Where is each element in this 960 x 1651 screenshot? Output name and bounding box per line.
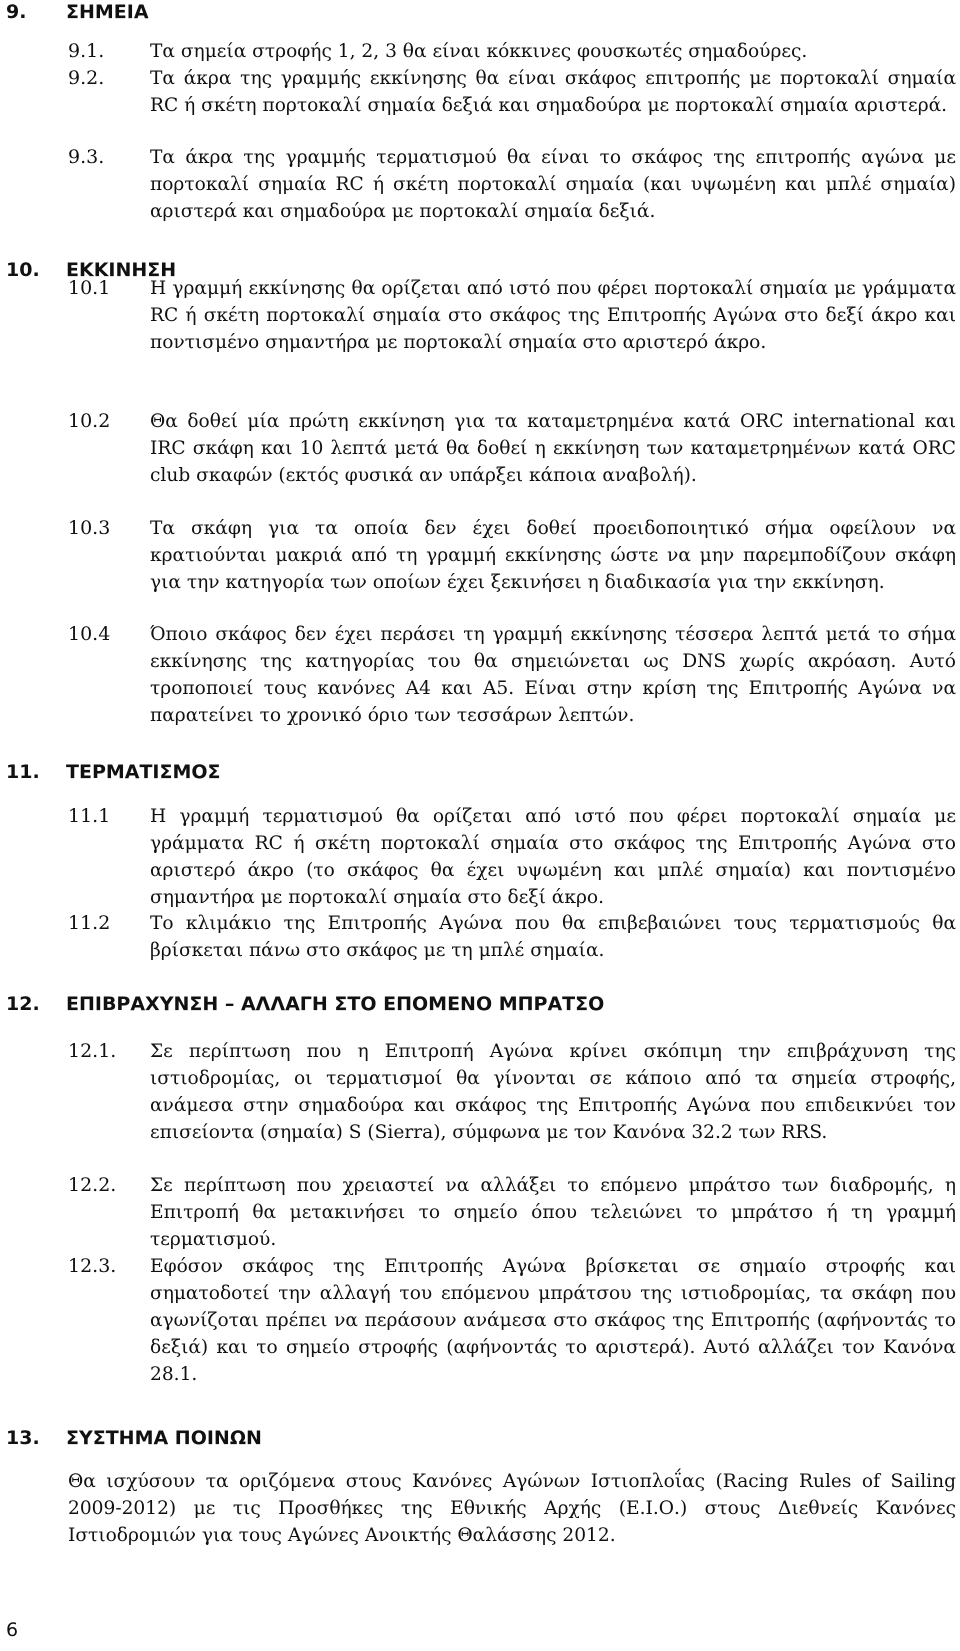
section-heading <box>6 0 149 24</box>
section-title: ΤΕΡΜΑΤΙΣΜΟΣ <box>66 761 221 783</box>
item-text: Σε περίπτωση που χρειαστεί να αλλάξει το επόμενο μπράτσο των διαδρομής, η Επιτροπή θα μετακινήσει το σημείο όπου τελειώνει το μπράτσο ή τη γραμμή τερματισμού. <box>150 1175 956 1250</box>
section-heading <box>6 992 604 1016</box>
item-marker: 10.1 <box>68 277 111 299</box>
item-text: Το κλιμάκιο της Επιτροπής Αγώνα που θα επιβεβαιώνει τους τερματισμούς θα βρίσκεται πάνω στο σκάφος με τη μπλέ σημαία. <box>150 913 956 961</box>
item-marker: 11.2 <box>68 912 111 934</box>
item-text: Θα δοθεί μία πρώτη εκκίνηση για τα καταμετρημένα κατά ORC international και IRC σκάφη και 10 λεπτά μετά θα δοθεί η εκκίνηση των καταμετρημένων κατά ORC club σκαφών (εκτός φυσικά αν υπάρξει κάποια αναβολή). <box>150 411 956 486</box>
section-title: ΣΥΣΤΗΜΑ ΠΟΙΝΩΝ <box>66 1427 262 1449</box>
item-marker: 11.1 <box>68 805 111 827</box>
item-text: Εφόσον σκάφος της Επιτροπής Αγώνα βρίσκεται σε σημαίο στροφής και σηματοδοτεί την αλλαγή του επόμενου μπράτσου της ιστιοδρομίας, τα σκάφη που αγωνίζοται πρέπει να περάσουν ανάμεσα στο σκάφος της Επιτροπής (αφήνοντάς το δεξιά) και το σημείο στροφής (αφήνοντάς το αριστερά). Αυτό αλλάζει τον Κανόνα 28.1. <box>150 1256 956 1385</box>
item-text: Τα σκάφη για τα οποία δεν έχει δοθεί προειδοποιητικό σήμα οφείλουν να κρατιούνται μακριά από τη γραμμή εκκίνησης ώστε να μην παρεμποδίζουν σκάφη για την κατηγορία των οποίων έχει ξεκινήσει η διαδικασία για την εκκίνηση. <box>150 518 956 593</box>
item-text: Τα άκρα της γραμμής εκκίνησης θα είναι σκάφος επιτροπής με πορτοκαλί σημαία RC ή σκέτη πορτοκαλί σημαία δεξιά και σημαδούρα με πορτοκαλί σημαία αριστερά. <box>150 68 956 116</box>
item-marker: 12.2. <box>68 1174 117 1196</box>
item-text: Τα άκρα της γραμμής τερματισμού θα είναι το σκάφος της επιτροπής αγώνα με πορτοκαλί σημαία RC ή σκέτη πορτοκαλί σημαία (και υψωμένη και μπλέ σημαία) αριστερά και σημαδούρα με πορτοκαλί σημαία δεξιά. <box>150 147 956 222</box>
item-marker: 12.1. <box>68 1040 117 1062</box>
section-heading <box>6 1426 262 1450</box>
item-text: Τα σημεία στροφής 1, 2, 3 θα είναι κόκκινες φουσκωτές σημαδούρες. <box>150 41 808 62</box>
section-number: 12. <box>6 993 40 1015</box>
section-title: ΕΠΙΒΡΑΧΥΝΣΗ – ΑΛΛΑΓΗ ΣΤΟ ΕΠΟΜΕΝΟ ΜΠΡΑΤΣΟ <box>66 993 605 1015</box>
section-number: 13. <box>6 1427 40 1449</box>
section-title: ΕΚΚΙΝΗΣΗ <box>66 259 177 281</box>
section-title: ΣΗΜΕΙΑ <box>66 1 149 23</box>
item-text: Όποιο σκάφος δεν έχει περάσει τη γραμμή εκκίνησης τέσσερα λεπτά μετά το σήμα εκκίνησης της κατηγορίας του θα σημειώνεται ως DNS χωρίς ακρόαση. Αυτό τροποποιεί τους κανόνες Α4 και Α5. Είναι στην κρίση της Επιτροπής Αγώνα να παρατείνει το χρονικό όριο των τεσσάρων λεπτών. <box>150 624 956 726</box>
section-number: 9. <box>6 1 27 23</box>
item-marker: 10.2 <box>68 410 111 432</box>
section-number: 11. <box>6 761 40 783</box>
section-heading <box>6 760 221 784</box>
section-paragraph: Θα ισχύσουν τα οριζόμενα στους Κανόνες Αγώνων Ιστιοπλοΐας (Racing Rules of Sailing 2009-2012) με τις Προσθήκες της Εθνικής Αρχής (Ε.Ι.Ο.) στους Διεθνείς Κανόνες Ιστιοδρομιών για τους Αγώνες Ανοικτής Θαλάσσης 2012. <box>68 1471 956 1546</box>
item-marker: 9.3. <box>68 146 105 168</box>
item-marker: 9.2. <box>68 67 105 89</box>
section-number: 10. <box>6 259 40 281</box>
item-marker: 12.3. <box>68 1255 117 1277</box>
item-text: Σε περίπτωση που η Επιτροπή Αγώνα κρίνει σκόπιμη την επιβράχυνση της ιστιοδρομίας, οι τερματισμοί θα γίνονται σε κάποιο από τα σημεία στροφής, ανάμεσα στην σημαδούρα και σκάφος της Επιτροπής Αγώνα που επιδεικνύει τον επισείοντα (σημαία) S (Sierra), σύμφωνα με τον Κανόνα 32.2 των RRS. <box>150 1041 956 1143</box>
item-text: Η γραμμή εκκίνησης θα ορίζεται από ιστό που φέρει πορτοκαλί σημαία με γράμματα RC ή σκέτη πορτοκαλί σημαία στο σκάφος της Επιτροπής Αγώνα στο δεξί άκρο και ποντισμένο σημαντήρα με πορτοκαλί σημαία στο αριστερό άκρο. <box>150 278 956 353</box>
page-number: 6 <box>6 1619 19 1641</box>
item-marker: 10.3 <box>68 517 111 539</box>
item-marker: 9.1. <box>68 40 105 62</box>
item-marker: 10.4 <box>68 623 111 645</box>
item-text: Η γραμμή τερματισμού θα ορίζεται από ιστό που φέρει πορτοκαλί σημαία με γράμματα RC ή σκέτη πορτοκαλί σημαία στο σκάφος της Επιτροπής Αγώνα στο αριστερό άκρο (το σκάφος θα έχει υψωμένη και μπλέ σημαία) και ποντισμένο σημαντήρα με πορτοκαλί σημαία στο δεξί άκρο. <box>150 806 956 908</box>
